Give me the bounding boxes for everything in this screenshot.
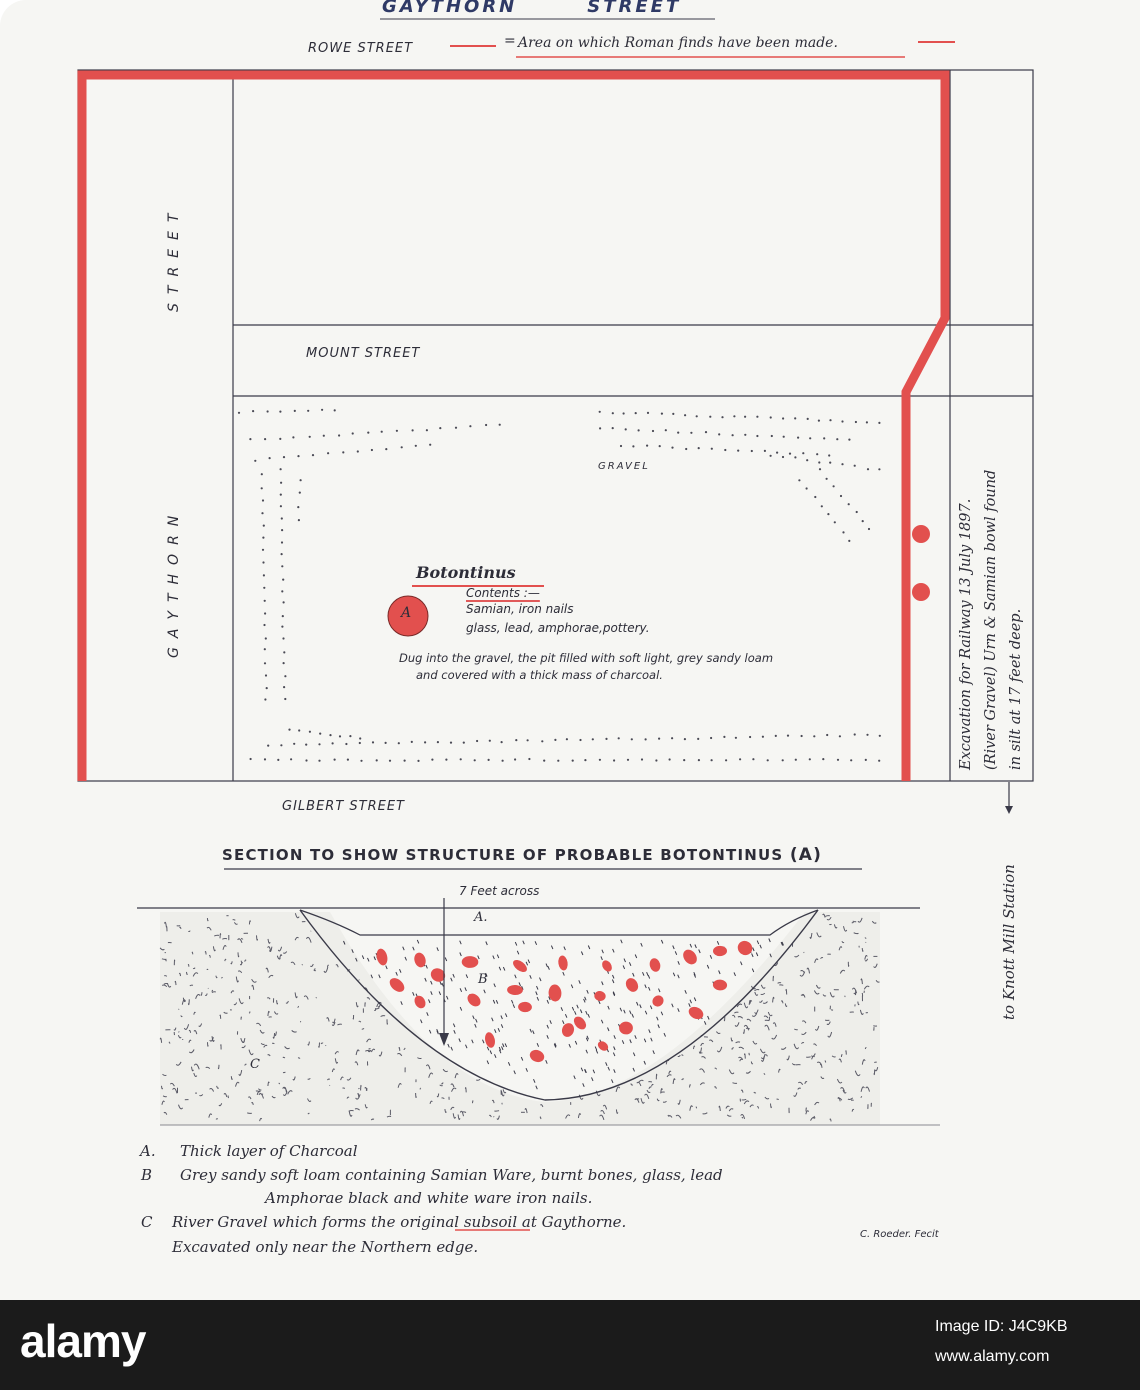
watermark-bar <box>0 1300 1140 1390</box>
pit-name: Botontinus <box>416 563 516 582</box>
section-title: SECTION TO SHOW STRUCTURE OF PROBABLE BOTONTINUS (A) <box>222 845 823 865</box>
gravel-dots <box>238 409 881 762</box>
legend-street: ROWE STREET <box>308 41 414 56</box>
title-word-1: GAYTHORN <box>382 0 518 17</box>
excavation-note-1: Excavation for Railway 13 July 1897. <box>958 498 974 770</box>
legend-text: Area on which Roman finds have been made. <box>518 35 838 51</box>
find-spot-2 <box>912 583 930 601</box>
key-letter-b: B <box>141 1166 153 1184</box>
street-label-mount: MOUNT STREET <box>306 346 421 361</box>
pit-description-1: Dug into the gravel, the pit filled with soft light, grey sandy loam <box>399 651 774 665</box>
charcoal-layer-boundary <box>300 910 818 935</box>
excavation-note-2: (River Gravel) Urn & Samian bowl found <box>983 469 999 770</box>
section-width-label: 7 Feet across <box>459 884 540 898</box>
section-label-c: C <box>250 1057 260 1072</box>
section-drawing <box>137 898 940 1125</box>
key-text-b-2: Amphorae black and white ware iron nails. <box>265 1189 593 1207</box>
key-text-b-1: Grey sandy soft loam containing Samian Ware, burnt bones, glass, lead <box>180 1166 723 1184</box>
key-letter-c: C <box>141 1213 153 1231</box>
section-label-a: A. <box>474 910 488 925</box>
street-label-gilbert: GILBERT STREET <box>282 799 405 814</box>
key-text-c-2: Excavated only near the Northern edge. <box>172 1238 479 1256</box>
pit-contents-heading: Contents :— <box>466 586 540 600</box>
street-label-left-bottom: GAYTHORN <box>166 506 182 658</box>
pit-marker-letter: A <box>401 605 412 621</box>
legend-dash-symbol: = <box>504 33 516 49</box>
pit-contents-2: glass, lead, amphorae,pottery. <box>466 621 650 635</box>
signature: C. Roeder. Fecit <box>860 1229 939 1240</box>
map-title <box>382 0 681 17</box>
station-arrow-head <box>1005 806 1013 814</box>
watermark-url: www.alamy.com <box>935 1348 1050 1365</box>
key-text-c-1: River Gravel which forms the original subsoil at Gaythorne. <box>172 1213 627 1231</box>
station-label: to Knott Mill Station <box>1000 864 1018 1020</box>
street-label-left-top: STREET <box>166 204 182 312</box>
find-spot-1 <box>912 525 930 543</box>
key-letter-a: A. <box>140 1142 156 1160</box>
gravel-label: GRAVEL <box>598 461 650 472</box>
alamy-logo: alamy <box>20 1315 146 1367</box>
excavation-note-3: in silt at 17 feet deep. <box>1008 608 1024 770</box>
image-id: Image ID: J4C9KB <box>935 1318 1068 1335</box>
title-word-2: STREET <box>587 0 682 17</box>
section-label-b: B <box>478 972 488 987</box>
pit-description-2: and covered with a thick mass of charcoal. <box>416 668 663 682</box>
key-text-a: Thick layer of Charcoal <box>180 1142 358 1160</box>
pit-contents-1: Samian, iron nails <box>466 602 574 616</box>
